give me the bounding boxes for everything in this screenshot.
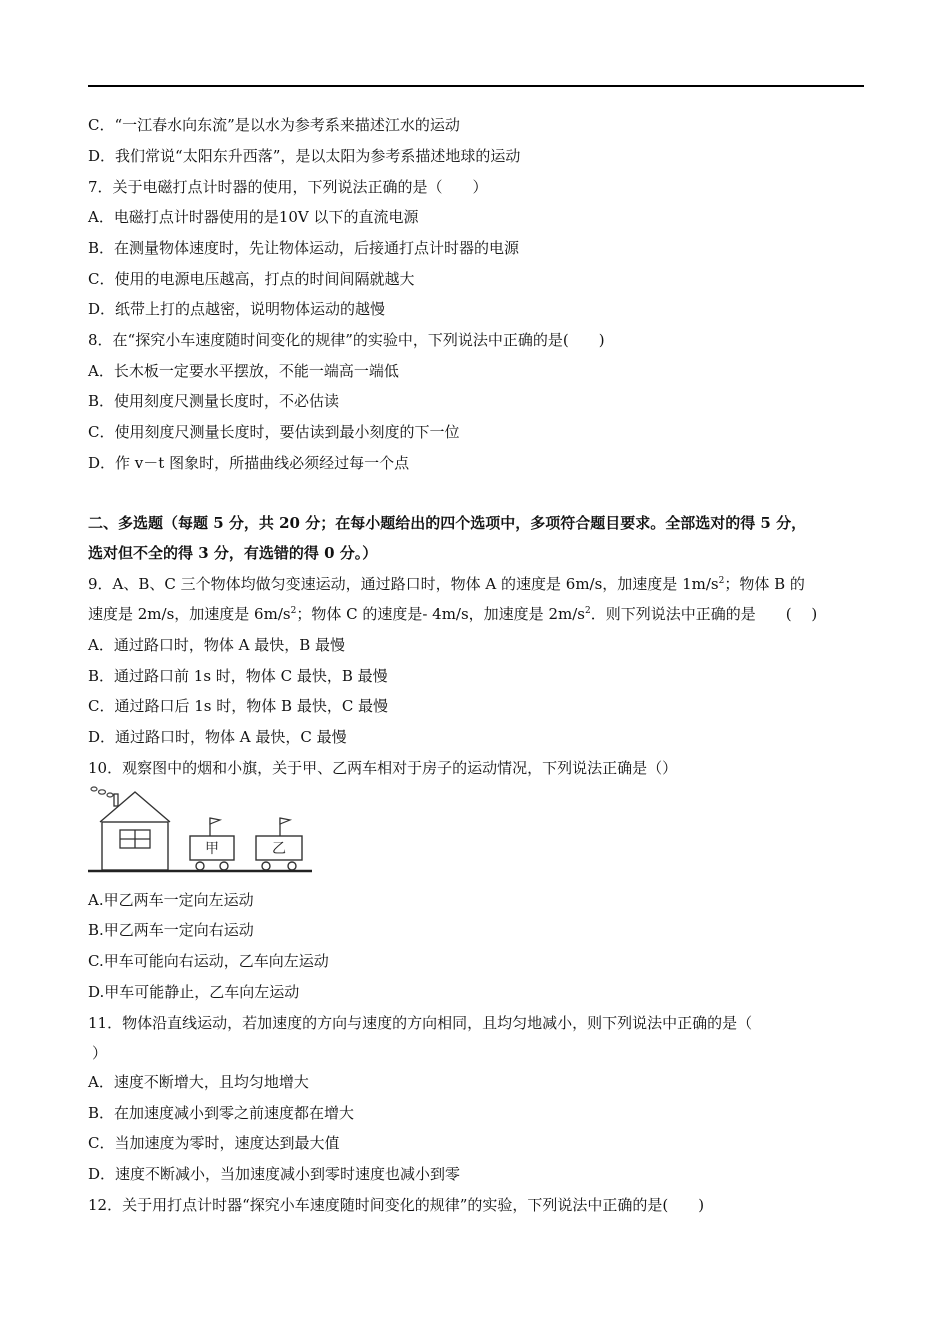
chimney-icon — [114, 794, 118, 806]
q9-option-a: A．通过路口时，物体 A 最快，B 最慢 — [88, 636, 345, 654]
q8-stem: 8．在“探究小车速度随时间变化的规律”的实验中，下列说法中正确的是( ) — [88, 331, 605, 349]
q7-option-d: D．纸带上打的点越密，说明物体运动的越慢 — [88, 300, 386, 318]
q9-option-c: C．通过路口后 1s 时，物体 B 最快，C 最慢 — [88, 697, 389, 715]
q12-stem: 12．关于用打点计时器“探究小车速度随时间变化的规律”的实验，下列说法中正确的是( ) — [88, 1196, 705, 1214]
q7-option-c: C．使用的电源电压越高，打点的时间间隔就越大 — [88, 270, 415, 288]
q9-option-d: D．通过路口时，物体 A 最快，C 最慢 — [88, 728, 347, 746]
q10-option-c: C.甲车可能向右运动，乙车向左运动 — [88, 952, 329, 970]
section-heading-line2: 选对但不全的得 3 分，有选错的得 0 分。） — [88, 544, 378, 562]
q11-option-b: B．在加速度减小到零之前速度都在增大 — [88, 1104, 355, 1122]
q7-option-a: A．电磁打点计时器使用的是10V 以下的直流电源 — [88, 208, 419, 226]
q8-option-d: D．作 v－t 图象时，所描曲线必须经过每一个点 — [88, 454, 410, 472]
q9-stem-line2: 速度是 2m/s，加速度是 $6m/s^2$；物体 C 的速度是- 4m/s，加速度是 $2m/s^2$．则下列说法中正确的是 ( ) — [88, 605, 818, 623]
q11-stem-line1: 11．物体沿直线运动，若加速度的方向与速度的方向相同，且均匀地减小，则下列说法中正确的是（ — [88, 1014, 753, 1032]
q8-option-c: C．使用刻度尺测量长度时，要估读到最小刻度的下一位 — [88, 423, 460, 441]
q8-option-b: B．使用刻度尺测量长度时，不必估读 — [88, 392, 340, 410]
q6-option-d: D．我们常说“太阳东升西落”，是以太阳为参考系描述地球的运动 — [88, 147, 521, 165]
house-and-cars-figure — [86, 784, 316, 876]
q11-option-a: A．速度不断增大，且均匀地增大 — [88, 1073, 309, 1091]
q10-option-b: B.甲乙两车一定向右运动 — [88, 921, 254, 939]
top-rule — [88, 85, 864, 87]
smoke-icon — [91, 787, 113, 797]
q11-option-d: D．速度不断减小，当加速度减小到零时速度也减小到零 — [88, 1165, 461, 1183]
car-jia-label: 甲 — [205, 841, 219, 857]
car-yi-label: 乙 — [272, 841, 286, 857]
q11-stem-line2: ） — [92, 1044, 108, 1062]
q9-option-b: B．通过路口前 1s 时，物体 C 最快，B 最慢 — [88, 667, 388, 685]
q8-option-a: A．长木板一定要水平摆放，不能一端高一端低 — [88, 362, 399, 380]
section-heading-line1: 二、多选题（每题 5 分，共 20 分；在每小题给出的四个选项中，多项符合题目要求。全部选对的得 5 分， — [88, 514, 807, 532]
car-yi-icon — [256, 818, 302, 870]
car-jia-icon — [190, 818, 234, 870]
q6-option-c: C．“一江春水向东流”是以水为参考系来描述江水的运动 — [88, 116, 460, 134]
q10-option-a: A.甲乙两车一定向左运动 — [88, 891, 254, 909]
q9-stem-line1: 9．A、B、C 三个物体均做匀变速运动，通过路口时，物体 A 的速度是 6m/s，加速度是 $1m/s^2$；物体 B 的 — [88, 575, 805, 593]
q10-option-d: D.甲车可能静止，乙车向左运动 — [88, 983, 300, 1001]
q10-stem: 10．观察图中的烟和小旗，关于甲、乙两车相对于房子的运动情况，下列说法正确是（） — [88, 759, 678, 777]
q7-stem: 7．关于电磁打点计时器的使用，下列说法正确的是（ ） — [88, 178, 488, 196]
q11-option-c: C．当加速度为零时，速度达到最大值 — [88, 1134, 340, 1152]
q7-option-b: B．在测量物体速度时，先让物体运动，后接通打点计时器的电源 — [88, 239, 520, 257]
